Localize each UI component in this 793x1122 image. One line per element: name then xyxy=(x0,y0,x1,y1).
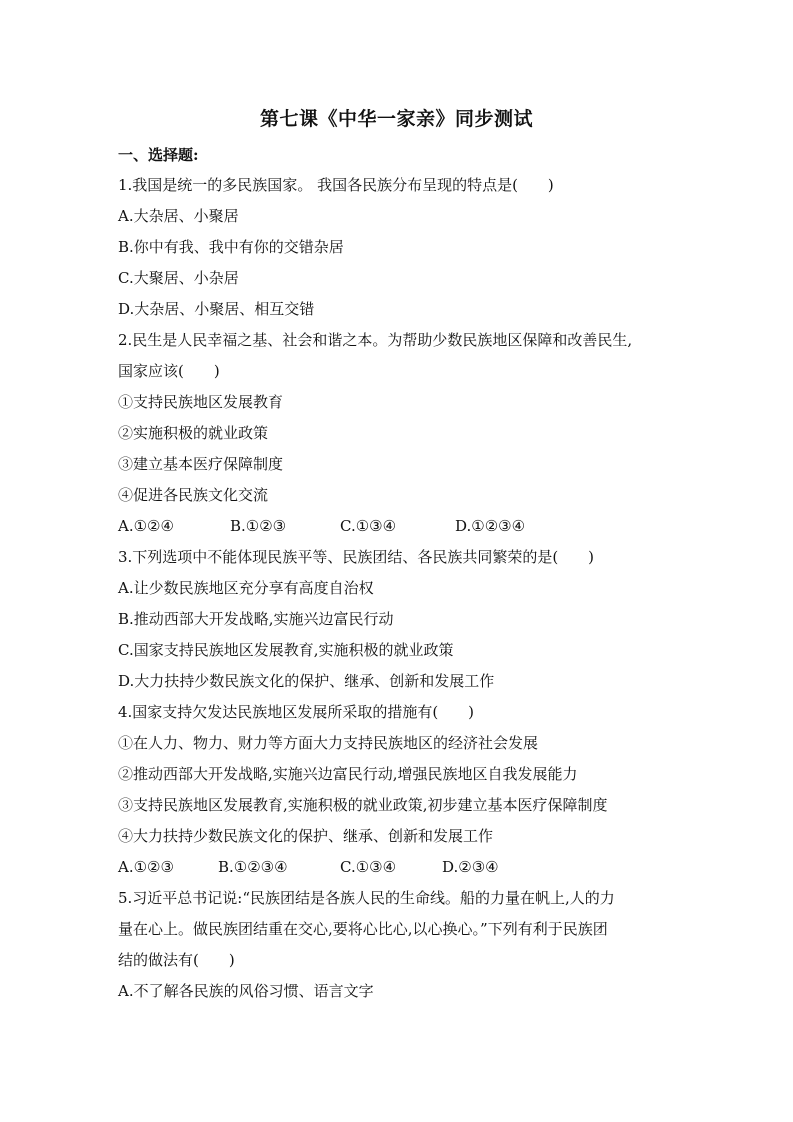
question-1-option-c: C.大聚居、小杂居 xyxy=(118,269,239,287)
question-4-item-3: ③支持民族地区发展教育,实施积极的就业政策,初步建立基本医疗保障制度 xyxy=(118,796,608,814)
question-2-choices xyxy=(118,511,683,542)
question-3-option-d: D.大力扶持少数民族文化的保护、继承、创新和发展工作 xyxy=(118,672,495,690)
question-2-choice-d: D.①②③④ xyxy=(455,517,526,535)
question-4-choice-c: C.①③④ xyxy=(340,858,397,876)
question-2-item-2: ②实施积极的就业政策 xyxy=(118,424,269,442)
question-2-item-1: ①支持民族地区发展教育 xyxy=(118,393,284,411)
question-4-item-4: ④大力扶持少数民族文化的保护、继承、创新和发展工作 xyxy=(118,827,494,845)
question-2-stem-line-1: 2.民生是人民幸福之基、社会和谐之本。为帮助少数民族地区保障和改善民生, xyxy=(118,331,633,349)
question-4-item-2: ②推动西部大开发战略,实施兴边富民行动,增强民族地区自我发展能力 xyxy=(118,765,578,783)
page-title: 第七课《中华一家亲》同步测试 xyxy=(259,108,533,130)
question-2-item-4: ④促进各民族文化交流 xyxy=(118,486,269,504)
question-4-choice-b: B.①②③④ xyxy=(218,858,288,876)
question-2-choice-a: A.①②④ xyxy=(118,517,174,535)
question-3-option-a: A.让少数民族地区充分享有高度自治权 xyxy=(118,579,374,597)
question-4-choices xyxy=(118,852,683,883)
question-3-option-c: C.国家支持民族地区发展教育,实施积极的就业政策 xyxy=(118,641,454,659)
question-3-option-b: B.推动西部大开发战略,实施兴边富民行动 xyxy=(118,610,394,628)
question-1-option-b: B.你中有我、我中有你的交错杂居 xyxy=(118,238,344,256)
question-2-choice-b: B.①②③ xyxy=(230,517,287,535)
section-heading: 一、选择题: xyxy=(118,146,199,164)
question-1-option-d: D.大杂居、小聚居、相互交错 xyxy=(118,300,315,318)
question-4-stem: 4.国家支持欠发达民族地区发展所采取的措施有( ) xyxy=(118,703,475,721)
question-2-item-3: ③建立基本医疗保障制度 xyxy=(118,455,284,473)
question-1-option-a: A.大杂居、小聚居 xyxy=(118,207,239,225)
question-3-stem: 3.下列选项中不能体现民族平等、民族团结、各民族共同繁荣的是( ) xyxy=(118,548,595,566)
question-5-stem-line-3: 结的做法有( ) xyxy=(118,951,235,969)
question-5-stem-line-2: 量在心上。做民族团结重在交心,要将心比心,以心换心。”下列有利于民族团 xyxy=(118,920,608,938)
question-2-stem-line-2: 国家应该( ) xyxy=(118,362,220,380)
question-4-item-1: ①在人力、物力、财力等方面大力支持民族地区的经济社会发展 xyxy=(118,734,539,752)
question-4-choice-d: D.②③④ xyxy=(442,858,499,876)
question-4-choice-a: A.①②③ xyxy=(118,858,174,876)
question-5-option-a: A.不了解各民族的风俗习惯、语言文字 xyxy=(118,982,374,1000)
question-2-choice-c: C.①③④ xyxy=(340,517,397,535)
question-1-stem: 1.我国是统一的多民族国家。 我国各民族分布呈现的特点是( ) xyxy=(118,176,554,194)
question-5-stem-line-1: 5.习近平总书记说:“民族团结是各族人民的生命线。船的力量在帆上,人的力 xyxy=(118,889,615,907)
question-list xyxy=(118,170,683,1007)
